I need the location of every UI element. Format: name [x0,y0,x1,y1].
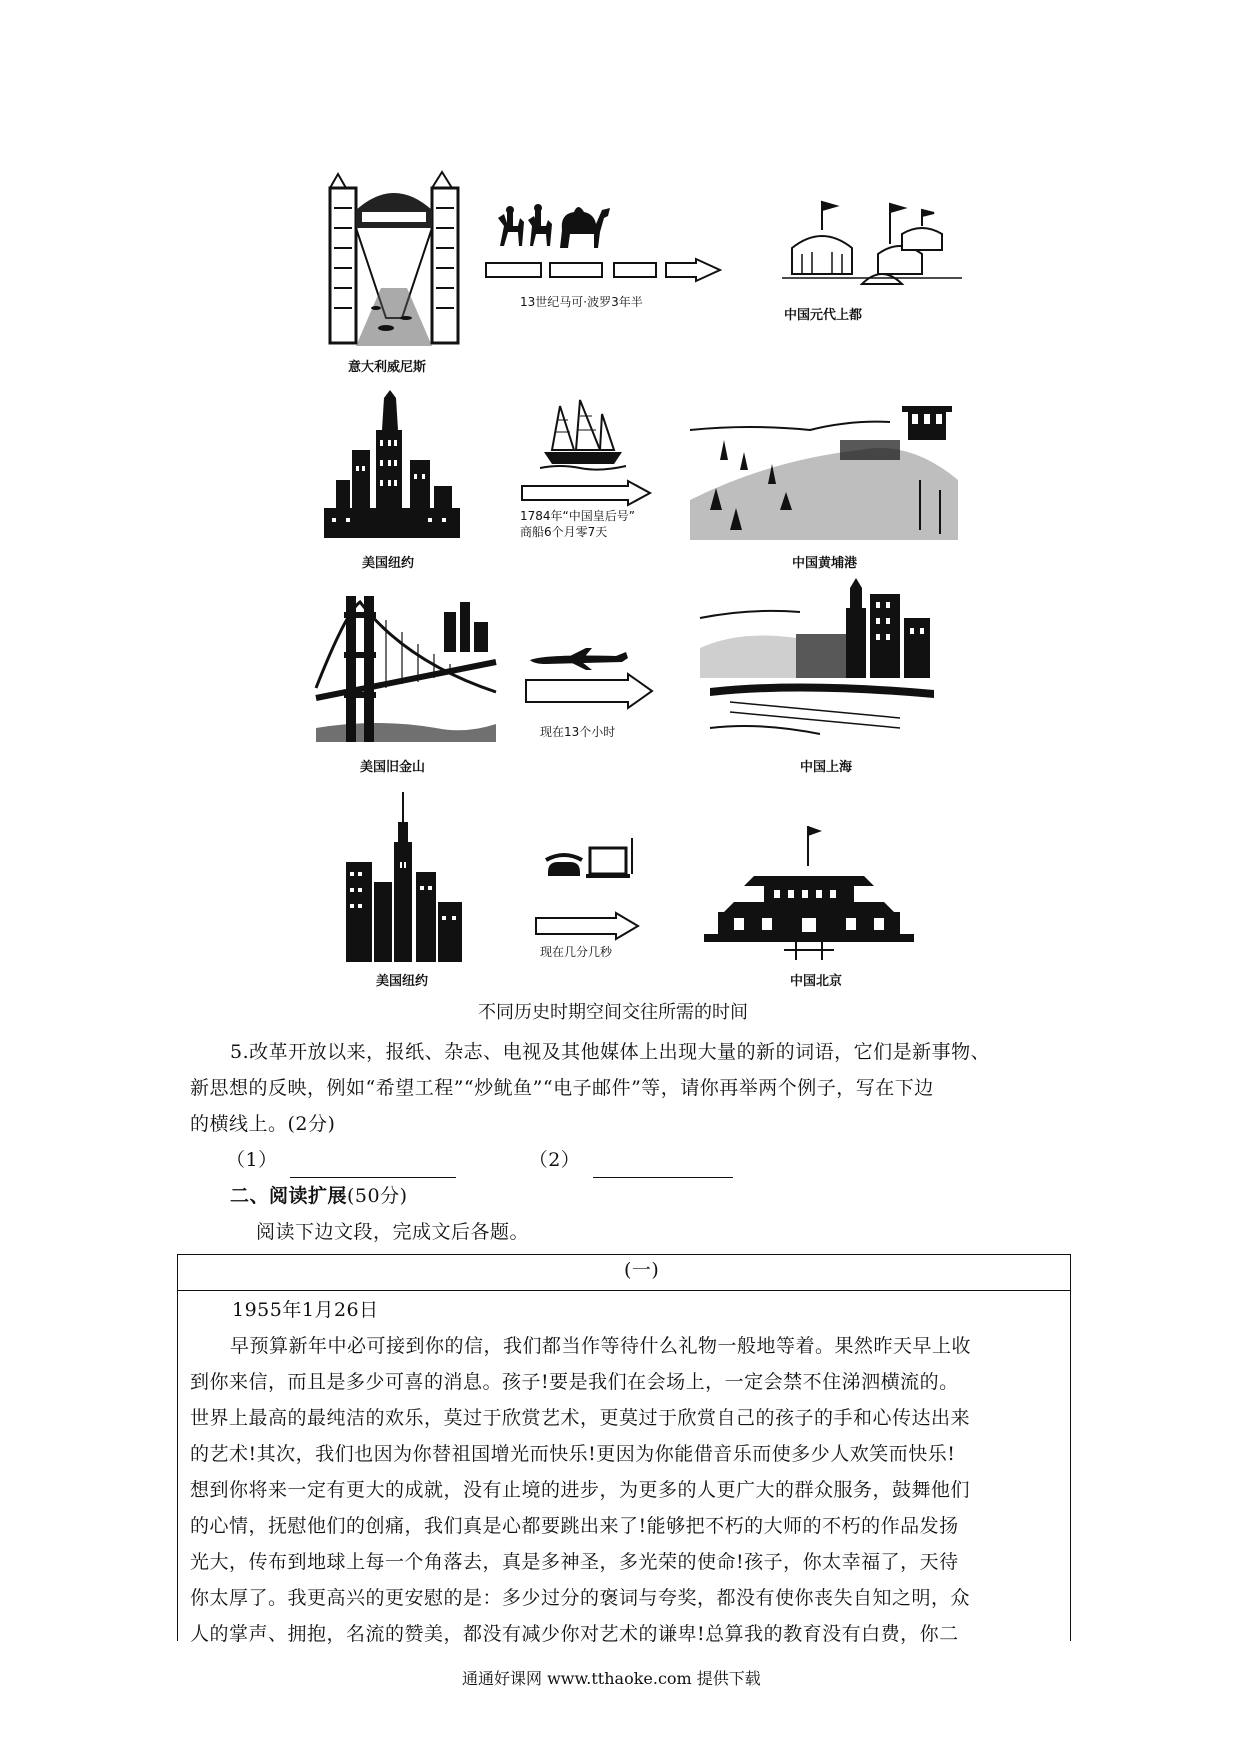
to-caption-4: 中国北京 [790,974,843,989]
question-5-line-3: 的横线上。(2分) [190,1113,336,1135]
route-text-2a: 1784年“中国皇后号” [520,509,635,523]
route-text-3: 现在13个小时 [540,725,616,739]
passage-number-line [177,1290,1071,1291]
new-york-skyline-illustration-1 [322,390,462,538]
sailing-ship-illustration [540,400,626,472]
tiananmen-illustration [704,826,914,960]
route-arrow-3 [524,672,654,710]
passage-line-3: 世界上最高的最纯洁的欢乐，莫过于欣赏艺术，更莫过于欣赏自己的孩子的手和心传达出来 [190,1407,971,1429]
route-label-1 [520,294,643,310]
passage-body [190,1328,1066,1652]
figure-title: 不同历史时期空间交往所需的时间 [478,1002,748,1023]
shangdu-illustration [782,194,968,288]
passage-date: 1955年1月26日 [232,1299,379,1321]
answer-blank-1[interactable] [290,1153,456,1178]
passage-line-2: 到你来信，而且是多少可喜的消息。孩子!要是我们在会场上，一定会禁不住涕泗横流的。 [190,1371,959,1393]
route-text-1: 13世纪马可·波罗3年半 [520,295,643,309]
passage-line-5: 想到你将来一定有更大的成就，没有止境的进步，为更多的人更广大的群众服务，鼓舞他们 [190,1479,971,1501]
from-caption-3: 美国旧金山 [360,760,426,775]
airplane-illustration [526,648,630,672]
route-text-4: 现在几分几秒 [540,945,613,959]
blank-2-label: （2） [528,1149,581,1171]
route-arrow-4 [534,912,640,940]
route-arrow-2 [520,480,654,506]
passage-number: (一) [624,1259,660,1281]
from-caption-1: 意大利威尼斯 [348,360,427,375]
to-caption-2: 中国黄埔港 [792,556,858,571]
venice-illustration [326,168,462,348]
new-york-skyline-illustration-2 [342,792,466,962]
telephone-computer-illustration [544,838,636,880]
shanghai-bund-illustration [700,578,934,746]
camel-caravan-illustration [490,196,620,254]
route-label-4 [540,944,612,960]
answer-blanks-row [190,1142,1070,1178]
blank-1-label: （1） [226,1149,278,1171]
to-caption-3: 中国上海 [800,760,853,775]
from-caption-2: 美国纽约 [362,556,415,571]
to-caption-1: 中国元代上都 [784,308,863,323]
route-label-3 [540,724,615,740]
passage-line-8: 你太厚了。我更高兴的更安慰的是：多少过分的褒词与夸奖，都没有使你丧失自知之明，众 [190,1587,971,1609]
route-text-2b: 商船6个月零7天 [520,525,608,539]
question-5-line-1: 5.改革开放以来，报纸、杂志、电视及其他媒体上出现大量的新的词语，它们是新事物、 [230,1041,991,1063]
question-5 [190,1034,1070,1178]
section-2-heading: 二、阅读扩展 [230,1185,348,1207]
whampoa-harbor-illustration [690,400,960,540]
from-caption-4: 美国纽约 [376,974,429,989]
page-footer: 通通好课网 www.tthaoke.com 提供下载 [462,1669,761,1688]
passage-line-6: 的心情，抚慰他们的创痛，我们真是心都要跳出来了!能够把不朽的大师的不朽的作品发扬 [190,1515,959,1537]
golden-gate-bridge-illustration [316,592,496,742]
section-2-score: (50分) [347,1185,408,1207]
passage-line-9: 人的掌声、拥抱，名流的赞美，都没有减少你对艺术的谦卑!总算我的教育没有白费，你二 [190,1623,959,1645]
route-arrow-1 [484,258,724,284]
question-5-line-2: 新思想的反映，例如“希望工程”“炒鱿鱼”“电子邮件”等，请你再举两个例子，写在下边 [190,1077,934,1099]
passage-line-1: 早预算新年中必可接到你的信，我们都当作等待什么礼物一般地等着。果然昨天早上收 [230,1335,972,1357]
passage-line-4: 的艺术!其次，我们也因为你替祖国增光而快乐!更因为你能借音乐而使多少人欢笑而快乐! [190,1443,956,1465]
route-label-2 [520,508,635,540]
passage-line-7: 光大，传布到地球上每一个角落去，真是多神圣，多光荣的使命!孩子，你太幸福了，天待 [190,1551,959,1573]
answer-blank-2[interactable] [593,1153,733,1178]
section-2-instruction: 阅读下边文段，完成文后各题。 [256,1221,530,1243]
section-2-heading-row [230,1178,408,1214]
